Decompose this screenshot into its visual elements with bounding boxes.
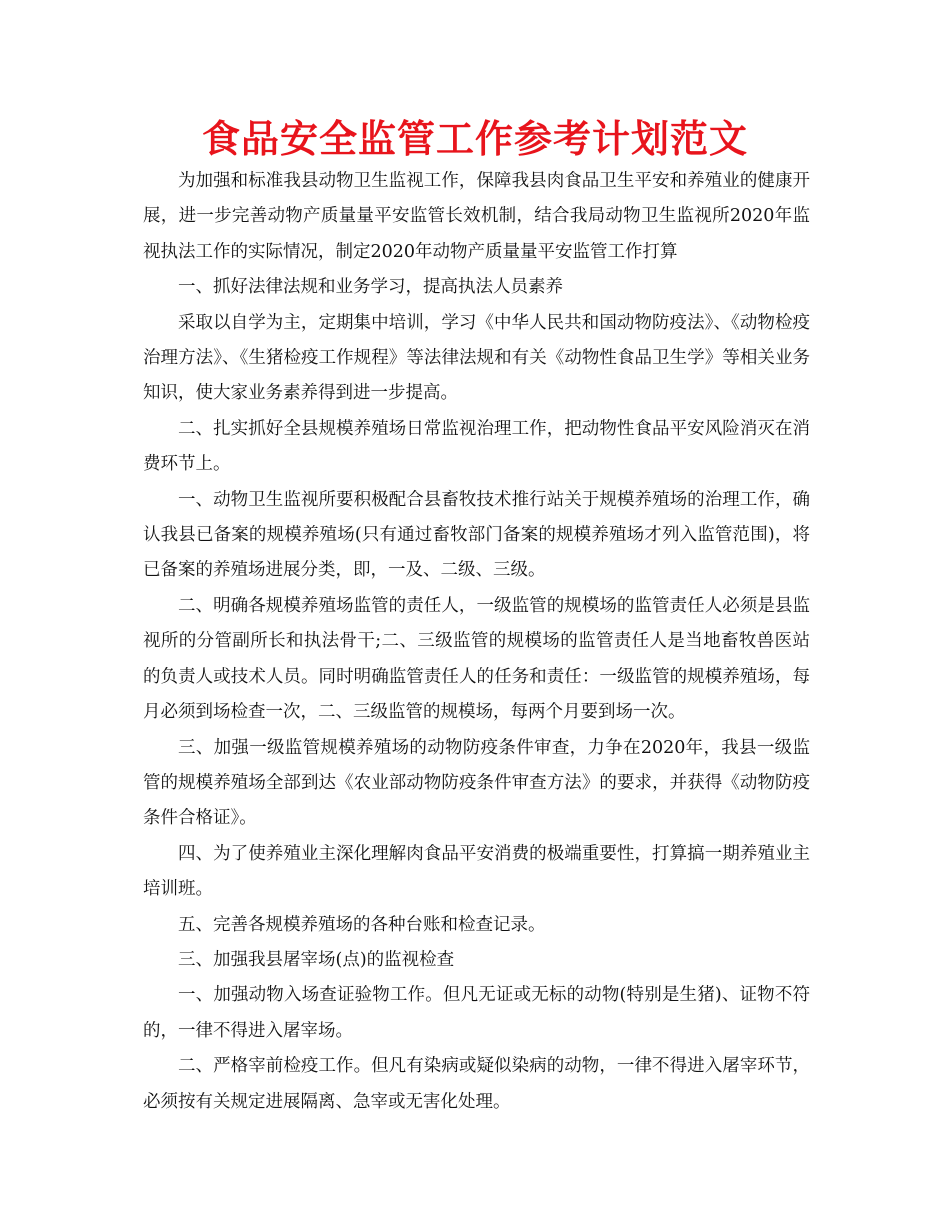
paragraph-section-heading-1: 一、抓好法律法规和业务学习，提高执法人员素养 xyxy=(178,277,563,298)
paragraph: 三、加强一级监管规模养殖场的动物防疫条件审查，力争在2020年，我县一级监管的规模养殖场全部到达《农业部动物防疫条件审查方法》的要求，并获得《动物防疫条件合格证》。 xyxy=(143,737,810,829)
paragraph: 四、为了使养殖业主深化理解肉食品平安消费的极端重要性，打算搞一期养殖业主培训班。 xyxy=(143,843,810,900)
paragraph: 一、动物卫生监视所要积极配合县畜牧技术推行站关于规模养殖场的治理工作，确认我县已备案的规模养殖场(只有通过畜牧部门备案的规模养殖场才列入监管范围)，将已备案的养殖场进展分类，即，一及、二级、三级。 xyxy=(143,489,810,581)
paragraph: 一、加强动物入场查证验物工作。但凡无证或无标的动物(特别是生猪)、证物不符的，一律不得进入屠宰场。 xyxy=(143,985,810,1041)
document-title: 食品安全监管工作参考计划范文 xyxy=(201,117,748,161)
paragraph: 二、严格宰前检疫工作。但凡有染病或疑似染病的动物，一律不得进入屠宰环节，必须按有关规定进展隔离、急宰或无害化处理。 xyxy=(143,1056,810,1112)
paragraph-intro: 为加强和标准我县动物卫生监视工作，保障我县肉食品卫生平安和养殖业的健康开展，进一步完善动物产质量量平安监管长效机制，结合我局动物卫生监视所2020年监视执法工作的实际情况，制定2020年动物产质量量平安监管工作打算 xyxy=(143,171,810,262)
paragraph: 二、明确各规模养殖场监管的责任人，一级监管的规模场的监管责任人必须是县监视所的分管副所长和执法骨干;二、三级监管的规模场的监管责任人是当地畜牧兽医站的负责人或技术人员。同时明确监管责任人的任务和责任：一级监管的规模养殖场，每月必须到场检查一次，二、三级监管的规模场，每两个月要到场一次。 xyxy=(143,595,810,723)
document-body xyxy=(143,164,810,1120)
paragraph-section-heading-3: 三、加强我县屠宰场(点)的监视检查 xyxy=(178,949,455,970)
paragraph: 五、完善各规模养殖场的各种台账和检查记录。 xyxy=(178,914,546,935)
paragraph-section-heading-2: 二、扎实抓好全县规模养殖场日常监视治理工作，把动物性食品平安风险消灭在消费环节上。 xyxy=(143,418,810,475)
paragraph: 采取以自学为主，定期集中培训，学习《中华人民共和国动物防疫法》、《动物检疫治理方法》、《生猪检疫工作规程》等法律法规和有关《动物性食品卫生学》等相关业务知识，使大家业务素养得到进一步提高。 xyxy=(143,312,810,404)
